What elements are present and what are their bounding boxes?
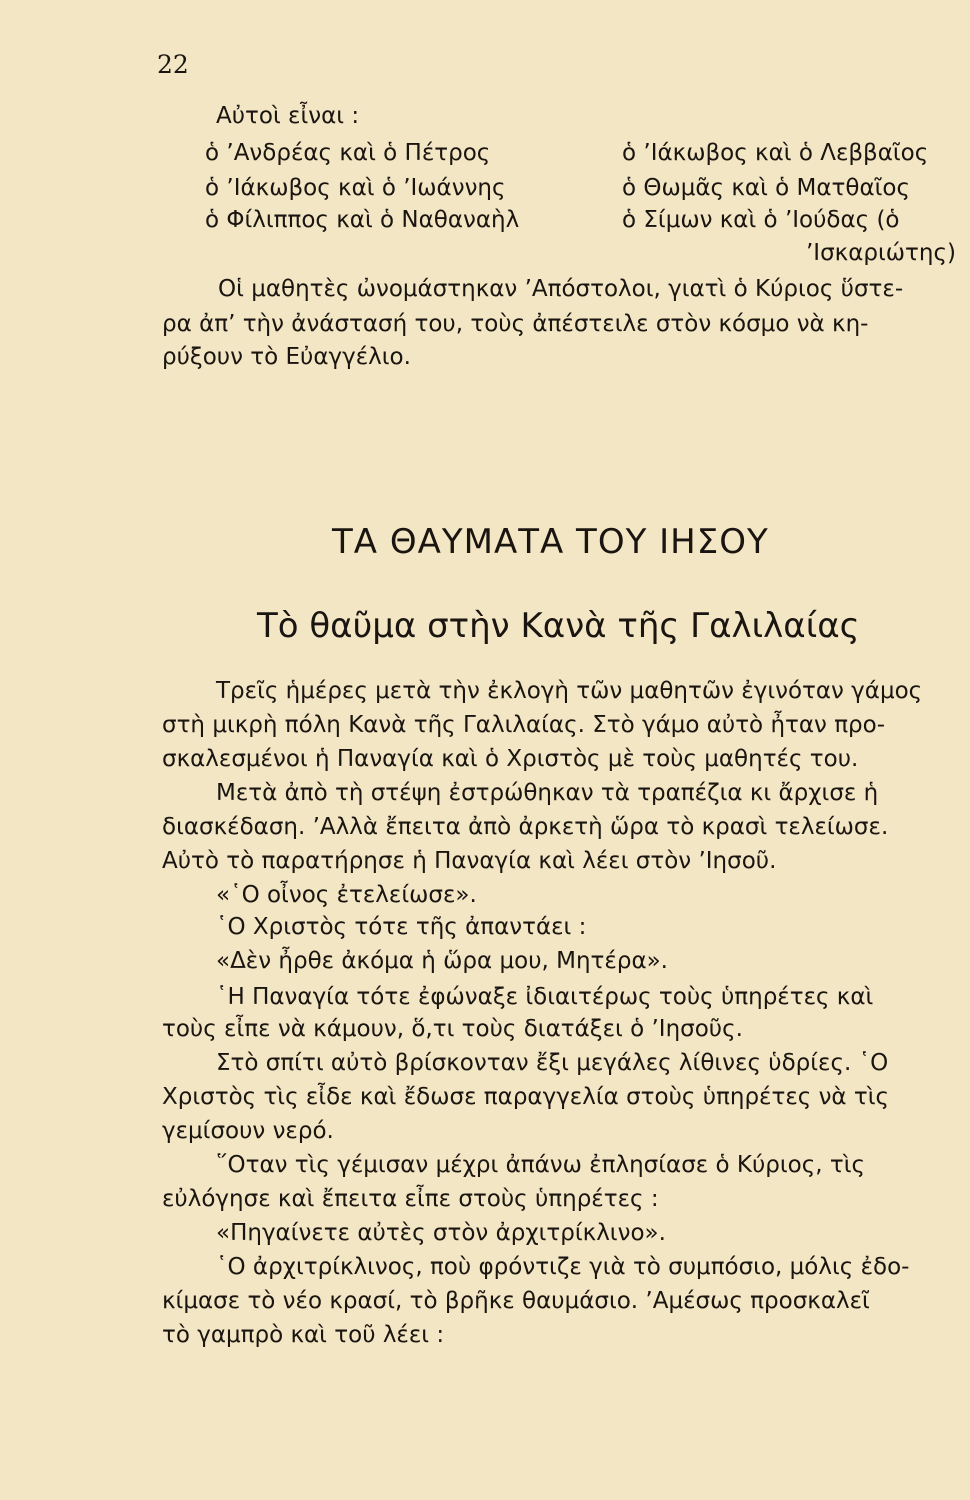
body-line: ῾Ο Χριστὸς τότε τῆς ἀπαντάει : bbox=[216, 914, 587, 940]
body-line: στὴ μικρὴ πόλη Κανὰ τῆς Γαλιλαίας. Στὸ γάμο αὐτὸ ἦταν προ- bbox=[162, 712, 886, 738]
paragraph-line: ρα ἀπ’ τὴν ἀνάστασή του, τοὺς ἀπέστειλε στὸν κόσμο νὰ κη- bbox=[162, 311, 869, 337]
apostle-pair-right: ὁ Σίμων καὶ ὁ ’Ιούδας (ὁ bbox=[622, 207, 900, 233]
body-line: τὸ γαμπρὸ καὶ τοῦ λέει : bbox=[162, 1322, 445, 1348]
body-line: τοὺς εἶπε νὰ κάμουν, ὅ,τι τοὺς διατάξει ὁ ’Ιησοῦς. bbox=[162, 1016, 743, 1042]
apostle-pair-left: ὁ Φίλιππος καὶ ὁ Ναθαναὴλ bbox=[205, 207, 520, 233]
page-number: 22 bbox=[157, 50, 189, 79]
body-line: εὐλόγησε καὶ ἔπειτα εἶπε στοὺς ὑπηρέτες : bbox=[162, 1186, 659, 1212]
body-line: κίμασε τὸ νέο κρασί, τὸ βρῆκε θαυμάσιο. ’Αμέσως προσκαλεῖ bbox=[162, 1288, 870, 1314]
apostle-pair-left: ὁ ’Ιάκωβος καὶ ὁ ’Ιωάννης bbox=[205, 175, 506, 201]
intro-text: Αὐτοὶ εἶναι : bbox=[216, 103, 360, 129]
section-subtitle: Τὸ θαῦμα στὴν Κανὰ τῆς Γαλιλαίας bbox=[257, 606, 860, 646]
apostle-pair-right: ὁ ’Ιάκωβος καὶ ὁ Λεββαῖος bbox=[622, 140, 929, 166]
body-line: σκαλεσμένοι ἡ Παναγία καὶ ὁ Χριστὸς μὲ τοὺς μαθητές του. bbox=[162, 746, 859, 772]
body-line: Μετὰ ἀπὸ τὴ στέψη ἐστρώθηκαν τὰ τραπέζια κι ἄρχισε ἡ bbox=[216, 780, 879, 806]
body-line: Τρεῖς ἡμέρες μετὰ τὴν ἐκλογὴ τῶν μαθητῶν ἐγινόταν γάμος bbox=[216, 678, 923, 704]
body-line: ῾Η Παναγία τότε ἐφώναξε ἰδιαιτέρως τοὺς ὑπηρέτες καὶ bbox=[216, 984, 874, 1010]
body-line: «Δὲν ἦρθε ἀκόμα ἡ ὥρα μου, Μητέρα». bbox=[216, 948, 668, 974]
body-line: Αὐτὸ τὸ παρατήρησε ἡ Παναγία καὶ λέει στὸν ’Ιησοῦ. bbox=[162, 848, 777, 874]
apostle-pair-right: ὁ Θωμᾶς καὶ ὁ Ματθαῖος bbox=[622, 175, 910, 201]
apostle-pair-left: ὁ ’Ανδρέας καὶ ὁ Πέτρος bbox=[205, 140, 491, 166]
body-line: γεμίσουν νερό. bbox=[162, 1118, 334, 1144]
body-line: ῞Οταν τὶς γέμισαν μέχρι ἀπάνω ἐπλησίασε ὁ Κύριος, τὶς bbox=[216, 1152, 865, 1178]
paragraph-line: Οἱ μαθητὲς ὠνομάστηκαν ’Απόστολοι, γιατὶ ὁ Κύριος ὕστε- bbox=[218, 276, 904, 302]
body-line: «῾Ο οἶνος ἐτελείωσε». bbox=[216, 882, 477, 908]
paragraph-line: ρύξουν τὸ Εὐαγγέλιο. bbox=[162, 344, 411, 370]
body-line: διασκέδαση. ’Αλλὰ ἔπειτα ἀπὸ ἀρκετὴ ὥρα τὸ κρασὶ τελείωσε. bbox=[162, 814, 889, 840]
body-line: «Πηγαίνετε αὐτὲς στὸν ἀρχιτρίκλινο». bbox=[216, 1220, 666, 1246]
body-line: Στὸ σπίτι αὐτὸ βρίσκονταν ἔξι μεγάλες λίθινες ὑδρίες. ῾Ο bbox=[216, 1050, 889, 1076]
body-line: Χριστὸς τὶς εἶδε καὶ ἔδωσε παραγγελία στοὺς ὑπηρέτες νὰ τὶς bbox=[162, 1084, 890, 1110]
apostle-pair-right: ’Ισκαριώτης) bbox=[806, 240, 956, 266]
body-line: ῾Ο ἀρχιτρίκλινος, ποὺ φρόντιζε γιὰ τὸ συμπόσιο, μόλις ἐδο- bbox=[216, 1254, 910, 1280]
section-title: ΤΑ ΘΑΥΜΑΤΑ ΤΟΥ ΙΗΣΟΥ bbox=[332, 522, 769, 562]
